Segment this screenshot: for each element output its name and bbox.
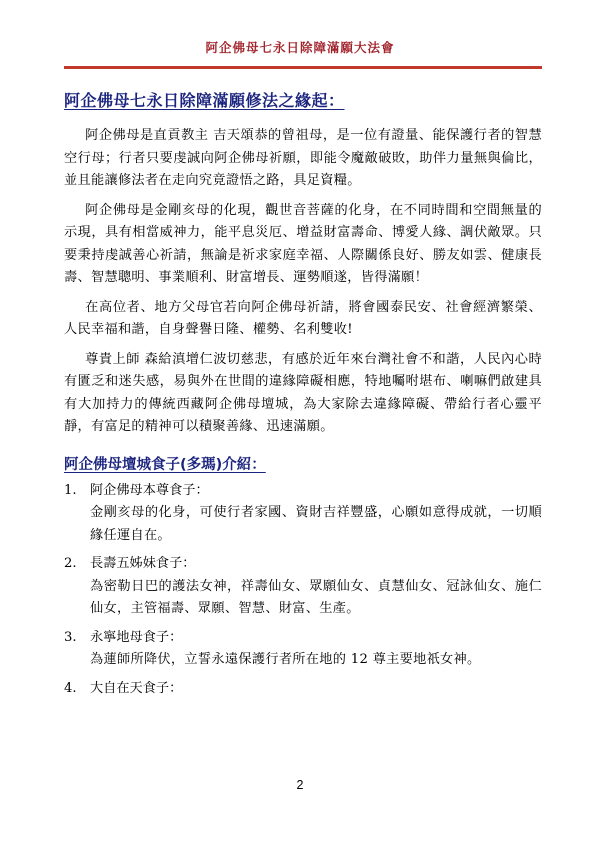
paragraph: 阿企佛母是金剛亥母的化現，觀世音菩薩的化身，在不同時間和空間無量的示現，具有相當威神力，能平息災厄、增益財富壽命、博愛人緣、調伏敵眾。只要秉持虔誠善心祈請，無論是祈求家庭幸福、人際關係良好、勝友如雲、健康長壽、智慧聰明、事業順利、財富增長、運勢順遂，皆得滿願！ bbox=[64, 202, 542, 285]
page-content bbox=[64, 88, 542, 700]
list-item bbox=[64, 678, 542, 701]
list-item-description: 為密勒日巴的護法女神，祥壽仙女、眾願仙女、貞慧仙女、冠詠仙女、施仁仙女，主管福壽、眾願、智慧、財富、生產。 bbox=[90, 578, 542, 616]
list-item bbox=[64, 627, 542, 672]
list-item-description: 金剛亥母的化身，可使行者家國、資財吉祥豐盛，心願如意得成就，一切順緣任運自在。 bbox=[90, 505, 542, 543]
list-number: 2. bbox=[64, 556, 77, 571]
section-heading-torma: 阿企佛母壇城食子(多瑪)介紹： bbox=[64, 456, 266, 473]
list-item-title: 大自在天食子： bbox=[90, 680, 183, 696]
paragraph: 在高位者、地方父母官若向阿企佛母祈請，將會國泰民安、社會經濟繁榮、人民幸福和諧，自身聲譽日隆、權勢、名利雙收! bbox=[64, 299, 542, 337]
list-item-title: 永寧地母食子： bbox=[90, 629, 183, 645]
list-number: 4. bbox=[64, 680, 77, 696]
list-number: 1. bbox=[64, 482, 77, 498]
paragraph: 阿企佛母是直貢教主 吉天頌恭的曾祖母，是一位有證量、能保護行者的智慧空行母；行者只要虔誠向阿企佛母祈願，即能令魔敵破敗，助伴力量無與倫比，並且能讓修法者在走向究竟證悟之路，具足資糧。 bbox=[64, 128, 542, 188]
paragraph: 尊貴上師 森給滇增仁波切慈悲，有感於近年來台灣社會不和諧，人民內心時有匱乏和迷失感，易與外在世間的違緣障礙相應，特地囑咐堪布、喇嘛們啟建具有大加持力的傳統西藏阿企佛母壇城，為大家除去違緣障礙、帶給行者心靈平靜，有富足的精神可以積聚善緣、迅速滿願。 bbox=[64, 351, 542, 434]
section-heading-origin: 阿企佛母七永日除障滿願修法之緣起： bbox=[64, 91, 345, 110]
list-item-description: 為蓮師所降伏，立誓永遠保護行者所在地的 12 尊主要地祇女神。 bbox=[90, 652, 481, 667]
page-number: 2 bbox=[296, 778, 304, 792]
list-item-title: 阿企佛母本尊食子： bbox=[90, 482, 209, 498]
list-number: 3. bbox=[64, 629, 77, 645]
running-header: 阿企佛母七永日除障滿願大法會 bbox=[205, 40, 395, 55]
list-item bbox=[64, 480, 542, 548]
list-item bbox=[64, 553, 542, 621]
header-rule bbox=[64, 66, 542, 69]
list-item-title: 長壽五姊妹食子： bbox=[90, 556, 196, 571]
